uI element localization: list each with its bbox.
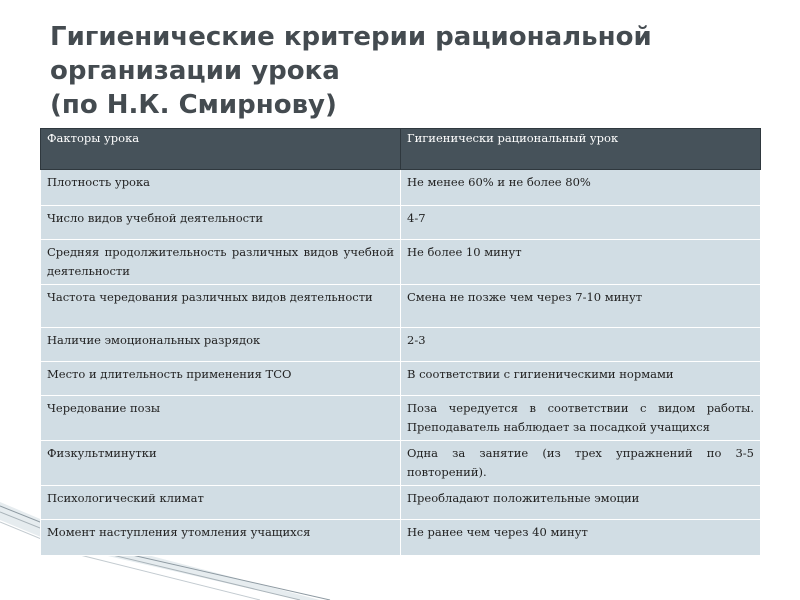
- factor-cell: Число видов учебной деятельности: [41, 206, 401, 240]
- value-cell: Преобладают положительные эмоции: [401, 486, 761, 520]
- value-cell: Не менее 60% и не более 80%: [401, 170, 761, 206]
- factor-cell: Плотность урока: [41, 170, 401, 206]
- factor-cell: Частота чередования различных видов деятельности: [41, 285, 401, 328]
- title-line-3: (по Н.К. Смирнову): [50, 90, 337, 120]
- factor-cell: Момент наступления утомления учащихся: [41, 520, 401, 556]
- factor-cell: Психологический климат: [41, 486, 401, 520]
- slide-title: [50, 20, 770, 122]
- factor-cell: Место и длительность применения ТСО: [41, 362, 401, 396]
- table-row: [41, 328, 761, 362]
- value-cell: Не более 10 минут: [401, 240, 761, 285]
- value-cell: Не ранее чем через 40 минут: [401, 520, 761, 556]
- value-cell: 2-3: [401, 328, 761, 362]
- title-line-2: организации урока: [50, 56, 340, 86]
- factor-cell: Чередование позы: [41, 396, 401, 441]
- hygiene-criteria-table: [40, 128, 761, 556]
- table-row: [41, 486, 761, 520]
- table-row: [41, 240, 761, 285]
- table-row: [41, 441, 761, 486]
- value-cell: Смена не позже чем через 7-10 минут: [401, 285, 761, 328]
- value-cell: Поза чередуется в соответствии с видом работы. Преподаватель наблюдает за посадкой учащихся: [401, 396, 761, 441]
- header-rational-lesson: Гигиенически рациональный урок: [401, 129, 761, 170]
- factor-cell: Физкультминутки: [41, 441, 401, 486]
- table-row: [41, 206, 761, 240]
- factor-cell: Наличие эмоциональных разрядок: [41, 328, 401, 362]
- factor-cell: Средняя продолжительность различных видов учебной деятельности: [41, 240, 401, 285]
- value-cell: 4-7: [401, 206, 761, 240]
- table-header-row: [41, 129, 761, 170]
- table-row: [41, 285, 761, 328]
- table-row: [41, 362, 761, 396]
- value-cell: Одна за занятие (из трех упражнений по 3-5 повторений).: [401, 441, 761, 486]
- table-row: [41, 396, 761, 441]
- title-line-1: Гигиенические критерии рациональной: [50, 22, 652, 52]
- value-cell: В соответствии с гигиеническими нормами: [401, 362, 761, 396]
- table-row: [41, 170, 761, 206]
- header-factors: Факторы урока: [41, 129, 401, 170]
- table-row: [41, 520, 761, 556]
